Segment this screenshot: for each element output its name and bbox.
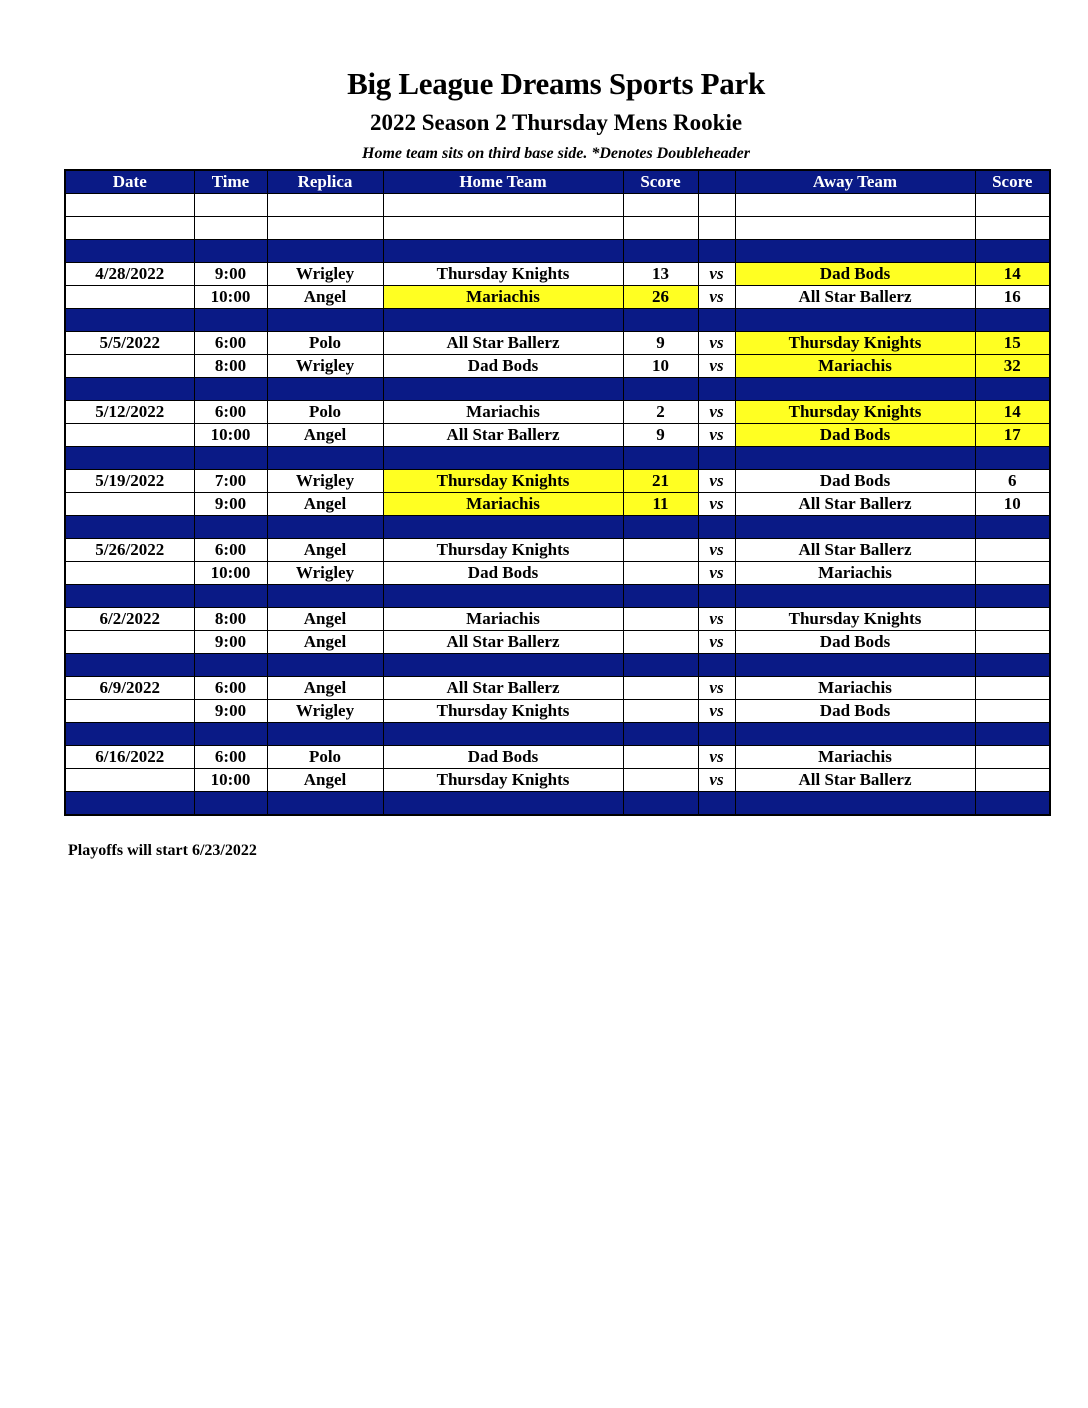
- home-score-cell: [623, 723, 698, 746]
- replica-cell: [267, 654, 383, 677]
- away-team-cell: Dad Bods: [735, 424, 975, 447]
- replica-cell: Polo: [267, 746, 383, 769]
- date-cell: [65, 194, 194, 217]
- home-team-cell: [383, 194, 623, 217]
- date-cell: 5/19/2022: [65, 470, 194, 493]
- vs-cell: [698, 585, 735, 608]
- date-cell: [65, 562, 194, 585]
- time-cell: 10:00: [194, 286, 267, 309]
- replica-cell: Wrigley: [267, 470, 383, 493]
- away-score-cell: [975, 585, 1050, 608]
- date-cell: [65, 447, 194, 470]
- replica-cell: [267, 194, 383, 217]
- replica-cell: Angel: [267, 539, 383, 562]
- away-team-cell: All Star Ballerz: [735, 769, 975, 792]
- away-team-cell: Dad Bods: [735, 263, 975, 286]
- vs-cell: vs: [698, 470, 735, 493]
- home-score-cell: 11: [623, 493, 698, 516]
- away-score-cell: 17: [975, 424, 1050, 447]
- col-header-time: Time: [194, 170, 267, 194]
- replica-cell: [267, 309, 383, 332]
- away-team-cell: [735, 654, 975, 677]
- date-cell: [65, 631, 194, 654]
- date-cell: [65, 286, 194, 309]
- col-header-date: Date: [65, 170, 194, 194]
- date-cell: [65, 654, 194, 677]
- away-team-cell: Dad Bods: [735, 700, 975, 723]
- home-team-cell: [383, 585, 623, 608]
- away-team-cell: Mariachis: [735, 746, 975, 769]
- home-team-cell: Dad Bods: [383, 562, 623, 585]
- schedule-body: [65, 194, 1050, 816]
- vs-cell: vs: [698, 539, 735, 562]
- home-team-cell: Thursday Knights: [383, 470, 623, 493]
- away-team-cell: [735, 217, 975, 240]
- away-score-cell: 16: [975, 286, 1050, 309]
- playoffs-note: Playoffs will start 6/23/2022: [68, 842, 257, 859]
- away-team-cell: Dad Bods: [735, 631, 975, 654]
- replica-cell: Angel: [267, 677, 383, 700]
- away-score-cell: [975, 654, 1050, 677]
- away-score-cell: 10: [975, 493, 1050, 516]
- replica-cell: Angel: [267, 286, 383, 309]
- separator-row: [65, 516, 1050, 539]
- schedule-note: Home team sits on third base side. *Denotes Doubleheader: [362, 145, 750, 162]
- away-team-cell: Thursday Knights: [735, 332, 975, 355]
- replica-cell: Angel: [267, 493, 383, 516]
- vs-cell: vs: [698, 286, 735, 309]
- date-cell: [65, 516, 194, 539]
- vs-cell: vs: [698, 263, 735, 286]
- away-team-cell: Thursday Knights: [735, 401, 975, 424]
- date-cell: 5/5/2022: [65, 332, 194, 355]
- date-cell: 6/2/2022: [65, 608, 194, 631]
- vs-cell: [698, 654, 735, 677]
- away-score-cell: 6: [975, 470, 1050, 493]
- replica-cell: [267, 585, 383, 608]
- home-score-cell: [623, 240, 698, 263]
- home-score-cell: 2: [623, 401, 698, 424]
- separator-row: [65, 654, 1050, 677]
- vs-cell: vs: [698, 700, 735, 723]
- away-score-cell: [975, 378, 1050, 401]
- away-score-cell: [975, 516, 1050, 539]
- replica-cell: Wrigley: [267, 562, 383, 585]
- vs-cell: vs: [698, 608, 735, 631]
- away-team-cell: Mariachis: [735, 677, 975, 700]
- date-cell: [65, 585, 194, 608]
- home-score-cell: [623, 792, 698, 816]
- separator-row: [65, 309, 1050, 332]
- vs-cell: vs: [698, 562, 735, 585]
- home-score-cell: [623, 217, 698, 240]
- home-score-cell: 9: [623, 332, 698, 355]
- vs-cell: [698, 378, 735, 401]
- home-team-cell: All Star Ballerz: [383, 424, 623, 447]
- away-score-cell: [975, 700, 1050, 723]
- home-team-cell: Mariachis: [383, 401, 623, 424]
- col-header-away-score: Score: [975, 170, 1050, 194]
- home-score-cell: [623, 585, 698, 608]
- date-cell: 5/26/2022: [65, 539, 194, 562]
- table-row: [65, 263, 1050, 286]
- vs-cell: vs: [698, 677, 735, 700]
- table-row: [65, 562, 1050, 585]
- time-cell: [194, 585, 267, 608]
- home-team-cell: [383, 309, 623, 332]
- away-team-cell: [735, 309, 975, 332]
- col-header-vs: [698, 170, 735, 194]
- table-row: [65, 332, 1050, 355]
- home-score-cell: [623, 700, 698, 723]
- home-score-cell: [623, 194, 698, 217]
- table-row: [65, 608, 1050, 631]
- home-team-cell: Mariachis: [383, 608, 623, 631]
- replica-cell: Wrigley: [267, 700, 383, 723]
- date-cell: 6/16/2022: [65, 746, 194, 769]
- replica-cell: [267, 447, 383, 470]
- home-team-cell: Dad Bods: [383, 355, 623, 378]
- table-row: [65, 355, 1050, 378]
- away-score-cell: [975, 562, 1050, 585]
- home-score-cell: 26: [623, 286, 698, 309]
- away-score-cell: [975, 631, 1050, 654]
- away-score-cell: [975, 194, 1050, 217]
- away-team-cell: Mariachis: [735, 562, 975, 585]
- home-team-cell: [383, 654, 623, 677]
- table-row: [65, 631, 1050, 654]
- away-score-cell: [975, 309, 1050, 332]
- date-cell: 5/12/2022: [65, 401, 194, 424]
- away-score-cell: [975, 608, 1050, 631]
- home-team-cell: Mariachis: [383, 286, 623, 309]
- replica-cell: Angel: [267, 769, 383, 792]
- vs-cell: vs: [698, 355, 735, 378]
- separator-row: [65, 585, 1050, 608]
- away-team-cell: [735, 585, 975, 608]
- vs-cell: [698, 516, 735, 539]
- replica-cell: [267, 516, 383, 539]
- vs-cell: vs: [698, 424, 735, 447]
- home-team-cell: Dad Bods: [383, 746, 623, 769]
- table-row: [65, 677, 1050, 700]
- home-score-cell: [623, 631, 698, 654]
- date-cell: [65, 378, 194, 401]
- home-score-cell: [623, 378, 698, 401]
- time-cell: 10:00: [194, 562, 267, 585]
- blank-row: [65, 194, 1050, 217]
- time-cell: 9:00: [194, 631, 267, 654]
- date-cell: [65, 309, 194, 332]
- time-cell: [194, 217, 267, 240]
- home-team-cell: Thursday Knights: [383, 263, 623, 286]
- date-cell: [65, 240, 194, 263]
- replica-cell: [267, 723, 383, 746]
- col-header-home-score: Score: [623, 170, 698, 194]
- date-cell: 4/28/2022: [65, 263, 194, 286]
- home-score-cell: 9: [623, 424, 698, 447]
- replica-cell: Angel: [267, 608, 383, 631]
- vs-cell: vs: [698, 332, 735, 355]
- home-score-cell: 21: [623, 470, 698, 493]
- away-team-cell: [735, 792, 975, 816]
- time-cell: 8:00: [194, 355, 267, 378]
- time-cell: 8:00: [194, 608, 267, 631]
- away-team-cell: All Star Ballerz: [735, 286, 975, 309]
- vs-cell: [698, 447, 735, 470]
- home-team-cell: [383, 447, 623, 470]
- away-team-cell: Dad Bods: [735, 470, 975, 493]
- away-score-cell: 14: [975, 263, 1050, 286]
- page-title: Big League Dreams Sports Park: [347, 66, 765, 101]
- home-team-cell: [383, 723, 623, 746]
- date-cell: [65, 355, 194, 378]
- away-team-cell: [735, 447, 975, 470]
- date-cell: [65, 769, 194, 792]
- time-cell: 6:00: [194, 401, 267, 424]
- home-score-cell: [623, 746, 698, 769]
- time-cell: [194, 792, 267, 816]
- time-cell: 9:00: [194, 700, 267, 723]
- away-score-cell: [975, 240, 1050, 263]
- time-cell: 7:00: [194, 470, 267, 493]
- away-team-cell: [735, 378, 975, 401]
- table-row: [65, 424, 1050, 447]
- replica-cell: [267, 792, 383, 816]
- away-team-cell: All Star Ballerz: [735, 493, 975, 516]
- home-team-cell: [383, 240, 623, 263]
- time-cell: 9:00: [194, 493, 267, 516]
- home-score-cell: [623, 769, 698, 792]
- home-score-cell: [623, 309, 698, 332]
- vs-cell: vs: [698, 631, 735, 654]
- away-score-cell: 15: [975, 332, 1050, 355]
- home-team-cell: Thursday Knights: [383, 539, 623, 562]
- home-score-cell: [623, 516, 698, 539]
- home-score-cell: 10: [623, 355, 698, 378]
- away-score-cell: [975, 746, 1050, 769]
- vs-cell: [698, 217, 735, 240]
- blank-row: [65, 217, 1050, 240]
- time-cell: 6:00: [194, 539, 267, 562]
- time-cell: 6:00: [194, 332, 267, 355]
- table-row: [65, 700, 1050, 723]
- home-score-cell: [623, 562, 698, 585]
- table-row: [65, 746, 1050, 769]
- away-score-cell: [975, 447, 1050, 470]
- away-team-cell: [735, 723, 975, 746]
- date-cell: 6/9/2022: [65, 677, 194, 700]
- schedule-table: [64, 169, 1051, 816]
- away-score-cell: [975, 723, 1050, 746]
- table-row: [65, 286, 1050, 309]
- away-score-cell: 14: [975, 401, 1050, 424]
- away-score-cell: 32: [975, 355, 1050, 378]
- date-cell: [65, 217, 194, 240]
- separator-row: [65, 447, 1050, 470]
- home-score-cell: [623, 539, 698, 562]
- home-score-cell: [623, 654, 698, 677]
- away-team-cell: [735, 194, 975, 217]
- separator-row: [65, 792, 1050, 816]
- time-cell: [194, 309, 267, 332]
- separator-row: [65, 378, 1050, 401]
- home-team-cell: [383, 378, 623, 401]
- home-team-cell: All Star Ballerz: [383, 332, 623, 355]
- away-score-cell: [975, 792, 1050, 816]
- time-cell: 6:00: [194, 677, 267, 700]
- away-team-cell: [735, 516, 975, 539]
- time-cell: [194, 194, 267, 217]
- time-cell: 10:00: [194, 424, 267, 447]
- replica-cell: Polo: [267, 401, 383, 424]
- table-row: [65, 401, 1050, 424]
- vs-cell: [698, 723, 735, 746]
- replica-cell: [267, 240, 383, 263]
- time-cell: [194, 378, 267, 401]
- away-score-cell: [975, 539, 1050, 562]
- vs-cell: vs: [698, 401, 735, 424]
- time-cell: [194, 723, 267, 746]
- page-subtitle: 2022 Season 2 Thursday Mens Rookie: [369, 110, 743, 135]
- date-cell: [65, 723, 194, 746]
- away-score-cell: [975, 677, 1050, 700]
- time-cell: [194, 240, 267, 263]
- vs-cell: [698, 240, 735, 263]
- time-cell: [194, 516, 267, 539]
- table-header-row: [65, 170, 1050, 194]
- replica-cell: Polo: [267, 332, 383, 355]
- vs-cell: vs: [698, 493, 735, 516]
- vs-cell: vs: [698, 746, 735, 769]
- away-score-cell: [975, 217, 1050, 240]
- date-cell: [65, 792, 194, 816]
- separator-row: [65, 723, 1050, 746]
- home-score-cell: 13: [623, 263, 698, 286]
- separator-row: [65, 240, 1050, 263]
- time-cell: 6:00: [194, 746, 267, 769]
- home-score-cell: [623, 677, 698, 700]
- col-header-home-team: Home Team: [383, 170, 623, 194]
- home-team-cell: All Star Ballerz: [383, 631, 623, 654]
- home-score-cell: [623, 447, 698, 470]
- home-score-cell: [623, 608, 698, 631]
- away-team-cell: Thursday Knights: [735, 608, 975, 631]
- col-header-replica: Replica: [267, 170, 383, 194]
- replica-cell: [267, 217, 383, 240]
- home-team-cell: [383, 217, 623, 240]
- replica-cell: Angel: [267, 424, 383, 447]
- replica-cell: Wrigley: [267, 355, 383, 378]
- home-team-cell: Thursday Knights: [383, 700, 623, 723]
- vs-cell: [698, 194, 735, 217]
- date-cell: [65, 700, 194, 723]
- replica-cell: Angel: [267, 631, 383, 654]
- vs-cell: [698, 309, 735, 332]
- table-row: [65, 493, 1050, 516]
- col-header-away-team: Away Team: [735, 170, 975, 194]
- vs-cell: [698, 792, 735, 816]
- time-cell: 9:00: [194, 263, 267, 286]
- home-team-cell: All Star Ballerz: [383, 677, 623, 700]
- table-row: [65, 769, 1050, 792]
- home-team-cell: Mariachis: [383, 493, 623, 516]
- home-team-cell: [383, 516, 623, 539]
- home-team-cell: [383, 792, 623, 816]
- vs-cell: vs: [698, 769, 735, 792]
- away-score-cell: [975, 769, 1050, 792]
- date-cell: [65, 493, 194, 516]
- home-team-cell: Thursday Knights: [383, 769, 623, 792]
- table-row: [65, 539, 1050, 562]
- away-team-cell: Mariachis: [735, 355, 975, 378]
- table-row: [65, 470, 1050, 493]
- away-team-cell: [735, 240, 975, 263]
- time-cell: 10:00: [194, 769, 267, 792]
- date-cell: [65, 424, 194, 447]
- replica-cell: Wrigley: [267, 263, 383, 286]
- away-team-cell: All Star Ballerz: [735, 539, 975, 562]
- time-cell: [194, 654, 267, 677]
- replica-cell: [267, 378, 383, 401]
- time-cell: [194, 447, 267, 470]
